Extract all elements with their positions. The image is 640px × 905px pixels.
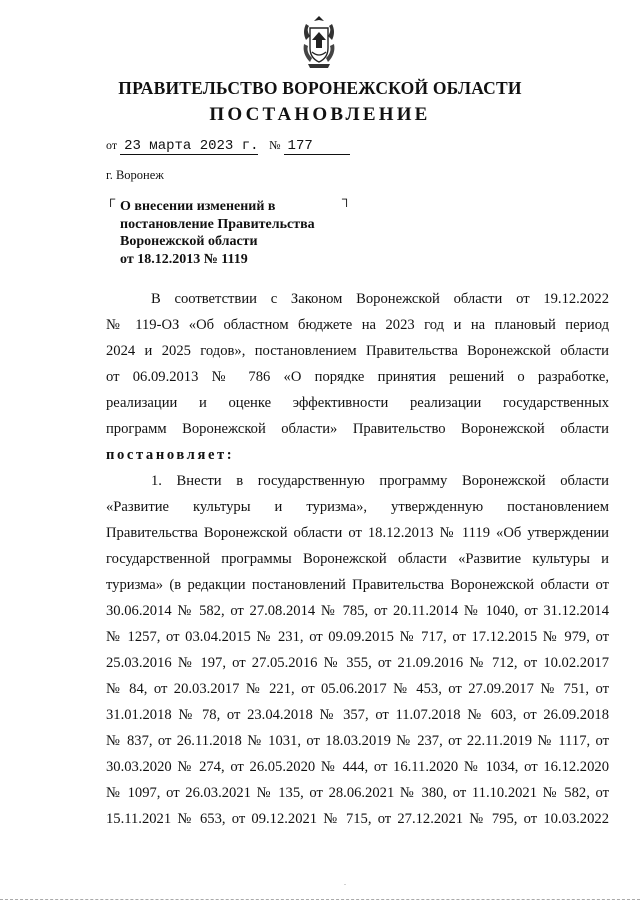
item-line: туризма» (в редакции постановлений Правительства Воронежской области от bbox=[106, 577, 609, 593]
document-number: 177 bbox=[284, 138, 350, 155]
item-line: Правительства Воронежской области от 18.12.2013 № 1119 «Об утверждении bbox=[106, 525, 609, 541]
scan-mark: . bbox=[344, 878, 346, 887]
preamble-line: реализации и оценке эффективности реализации государственных bbox=[106, 395, 609, 411]
title-line: Воронежской области bbox=[120, 234, 258, 249]
title-right-bracket: ┐ bbox=[342, 191, 352, 206]
document-date: 23 марта 2023 г. bbox=[120, 138, 258, 155]
page-bottom-divider bbox=[0, 899, 640, 901]
item-line: 1. Внести в государственную программу Воронежской области bbox=[151, 473, 609, 489]
item-line: 25.03.2016 № 197, от 27.05.2016 № 355, от 21.09.2016 № 712, от 10.02.2017 bbox=[106, 655, 609, 671]
preamble-line: № 119-ОЗ «Об областном бюджете на 2023 год и на плановый период bbox=[106, 317, 609, 333]
preamble-line: 2024 и 2025 годов», постановлением Правительства Воронежской области bbox=[106, 343, 609, 359]
document-title bbox=[120, 198, 315, 268]
item-line: 31.01.2018 № 78, от 23.04.2018 № 357, от 11.07.2018 № 603, от 26.09.2018 bbox=[106, 707, 609, 723]
title-line: О внесении изменений в bbox=[120, 199, 276, 214]
item-line: 30.06.2014 № 582, от 27.08.2014 № 785, от 20.11.2014 № 1040, от 31.12.2014 bbox=[106, 603, 609, 619]
item-line: № 1097, от 26.03.2021 № 135, от 28.06.2021 № 380, от 11.10.2021 № 582, от bbox=[106, 785, 609, 801]
item-line: государственной программы Воронежской области «Развитие культуры и bbox=[106, 551, 609, 567]
title-left-bracket: ┌ bbox=[106, 191, 116, 206]
government-heading: ПРАВИТЕЛЬСТВО ВОРОНЕЖСКОЙ ОБЛАСТИ bbox=[118, 78, 522, 98]
item-line: 30.03.2020 № 274, от 26.05.2020 № 444, от 16.11.2020 № 1034, от 16.12.2020 bbox=[106, 759, 609, 775]
city-label: г. Воронеж bbox=[106, 168, 164, 182]
item-line: № 84, от 20.03.2017 № 221, от 05.06.2017 № 453, от 27.09.2017 № 751, от bbox=[106, 681, 609, 697]
document-date-number bbox=[106, 138, 350, 155]
document-type-heading: ПОСТАНОВЛЕНИЕ bbox=[209, 104, 431, 125]
date-prefix: от bbox=[106, 138, 118, 152]
resolves-label: постановляет: bbox=[106, 447, 235, 463]
title-line: постановление Правительства bbox=[120, 216, 315, 232]
coat-of-arms-emblem bbox=[296, 14, 342, 72]
preamble-line: В соответствии с Законом Воронежской области от 19.12.2022 bbox=[151, 291, 609, 307]
title-line: от 18.12.2013 № 1119 bbox=[120, 251, 248, 267]
preamble-line: от 06.09.2013 № 786 «О порядке принятия решений о разработке, bbox=[106, 369, 609, 385]
number-prefix: № bbox=[269, 138, 281, 152]
item-line: № 1257, от 03.04.2015 № 231, от 09.09.2015 № 717, от 17.12.2015 № 979, от bbox=[106, 629, 609, 645]
document-body bbox=[106, 286, 609, 832]
item-line: № 837, от 26.11.2018 № 1031, от 18.03.2019 № 237, от 22.11.2019 № 1117, от bbox=[106, 733, 609, 749]
item-line: «Развитие культуры и туризма», утвержденную постановлением bbox=[106, 499, 609, 515]
item-line: 15.11.2021 № 653, от 09.12.2021 № 715, от 27.12.2021 № 795, от 10.03.2022 bbox=[106, 811, 609, 827]
preamble-line: программ Воронежской области» Правительство Воронежской области bbox=[106, 421, 609, 437]
